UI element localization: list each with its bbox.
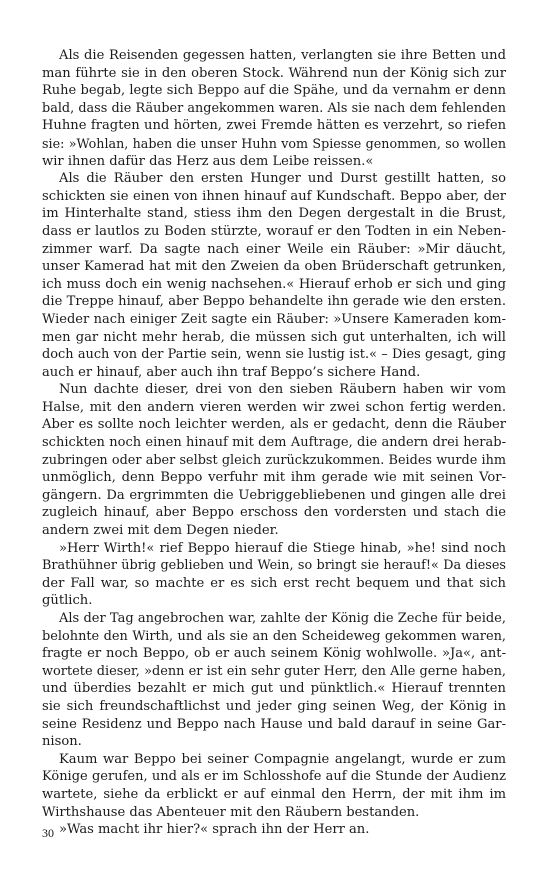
- paragraph: [42, 751, 506, 821]
- text-line: belohnte den Wirth, und als sie an den Scheideweg gekommen waren,: [42, 628, 506, 644]
- paragraph: [42, 47, 506, 170]
- text-line: Brathühner übrig geblieben und Wein, so bringt sie herauf!« Da dieses: [42, 558, 506, 574]
- text-line: fragte er noch Beppo, ob er auch seinem König wohlwolle. »Ja«, ant-: [42, 646, 506, 662]
- text-line: zugleich hinauf, aber Beppo erschoss den vordersten und stach die: [42, 505, 506, 521]
- page-number: 30: [42, 826, 54, 840]
- text-line: schickten noch einen hinauf mit dem Auftrage, die andern drei herab-: [42, 435, 506, 451]
- text-line: »Herr Wirth!« rief Beppo hierauf die Stiege hinab, »he! sind noch: [59, 540, 506, 556]
- paragraph: [42, 381, 506, 539]
- paragraph: [42, 170, 506, 381]
- text-line: ich muss doch ein wenig nachsehen.« Hierauf erhob er sich und ging: [42, 276, 506, 292]
- text-line: sie: »Wohlan, haben die unser Huhn vom Spiesse genommen, so wollen: [42, 135, 506, 151]
- text-line: schickten sie einen von ihnen hinauf auf Kundschaft. Beppo aber, der: [42, 188, 506, 204]
- text-line: zimmer warf. Da sagte nach einer Weile ein Räuber: »Mir däucht,: [42, 241, 506, 257]
- text-line: die Treppe hinauf, aber Beppo behandelte ihn gerade wie den ersten.: [42, 294, 506, 310]
- text-line: nison.: [42, 734, 82, 750]
- text-line: Nun dachte dieser, drei von den sieben Räubern haben wir vom: [59, 382, 506, 398]
- text-line: men gar nicht mehr herab, die müssen sich gut unterhalten, ich will: [42, 329, 506, 345]
- text-line: dass er lautlos zu Boden stürzte, worauf er den Todten in ein Neben-: [42, 223, 506, 239]
- text-line: gütlich.: [42, 593, 93, 609]
- text-line: Aber es sollte noch leichter werden, als er gedacht, denn die Räuber: [42, 417, 506, 433]
- page-body: [42, 47, 506, 839]
- text-line: Ruhe begab, legte sich Beppo auf die Spähe, und da vernahm er denn: [42, 83, 506, 99]
- text-line: Als der Tag angebrochen war, zahlte der König die Zeche für beide,: [59, 611, 506, 626]
- text-line: bald, dass die Räuber angekommen waren. Als sie nach dem fehlenden: [42, 100, 506, 116]
- text-line: auch er hinauf, aber auch ihn traf Beppo’s sichere Hand.: [42, 364, 421, 380]
- text-line: wortete dieser, »denn er ist ein sehr guter Herr, den Alle gerne haben,: [42, 663, 506, 679]
- text-line: Kaum war Beppo bei seiner Compagnie angelangt, wurde er zum: [59, 751, 506, 767]
- text-line: zubringen oder aber selbst gleich zurückzukommen. Beides wurde ihm: [42, 452, 506, 468]
- text-line: Wirthshause das Abenteuer mit den Räubern bestanden.: [42, 804, 420, 820]
- paragraph: [42, 540, 506, 610]
- text-line: im Hinterhalte stand, stiess ihm den Degen dergestalt in die Brust,: [42, 206, 506, 222]
- text-line: Als die Reisenden gegessen hatten, verlangten sie ihre Betten und: [59, 48, 506, 63]
- text-line: wir ihnen dafür das Herz aus dem Leibe reissen.«: [42, 153, 374, 169]
- text-line: andern zwei mit dem Degen nieder.: [42, 523, 279, 539]
- text-line: unser Kamerad hat mit den Zweien da oben Brüderschaft getrunken,: [42, 259, 506, 275]
- text-line: Als die Räuber den ersten Hunger und Durst gestillt hatten, so: [59, 171, 506, 187]
- text-line: Könige gerufen, und als er im Schlosshofe auf die Stunde der Audienz: [42, 769, 506, 785]
- paragraph: [42, 821, 506, 839]
- text-line: wartete, siehe da erblickt er auf einmal den Herrn, der mit ihm im: [42, 786, 506, 802]
- paragraph: [42, 610, 506, 751]
- text-line: seine Residenz und Beppo nach Hause und bald darauf in seine Gar-: [42, 716, 506, 732]
- text-line: und überdies bezahlt er mich gut und pünktlich.« Hierauf trennten: [42, 681, 506, 697]
- text-line: man führte sie in den oberen Stock. Während nun der König sich zur: [42, 65, 506, 81]
- text-line: »Was macht ihr hier?« sprach ihn der Herr an.: [59, 822, 370, 838]
- text-line: sie sich freundschaftlichst und jeder ging seinen Weg, der König in: [42, 698, 506, 714]
- text-line: Wieder nach einiger Zeit sagte ein Räuber: »Unsere Kameraden kom-: [42, 311, 506, 327]
- text-line: doch auch von der Partie sein, wenn sie lustig ist.« – Dies gesagt, ging: [42, 347, 506, 363]
- text-line: Huhne fragten und hörten, zwei Fremde hätten es verzehrt, so riefen: [42, 118, 506, 134]
- text-line: gängern. Da ergrimmten die Uebriggebliebenen und gingen alle drei: [42, 487, 506, 503]
- text-line: der Fall war, so machte er es sich erst recht bequem und that sich: [42, 575, 506, 591]
- text-line: unmöglich, denn Beppo verfuhr mit ihm gerade wie mit seinen Vor-: [42, 470, 506, 486]
- text-line: Halse, mit den andern vieren werden wir zwei schon fertig werden.: [42, 399, 506, 415]
